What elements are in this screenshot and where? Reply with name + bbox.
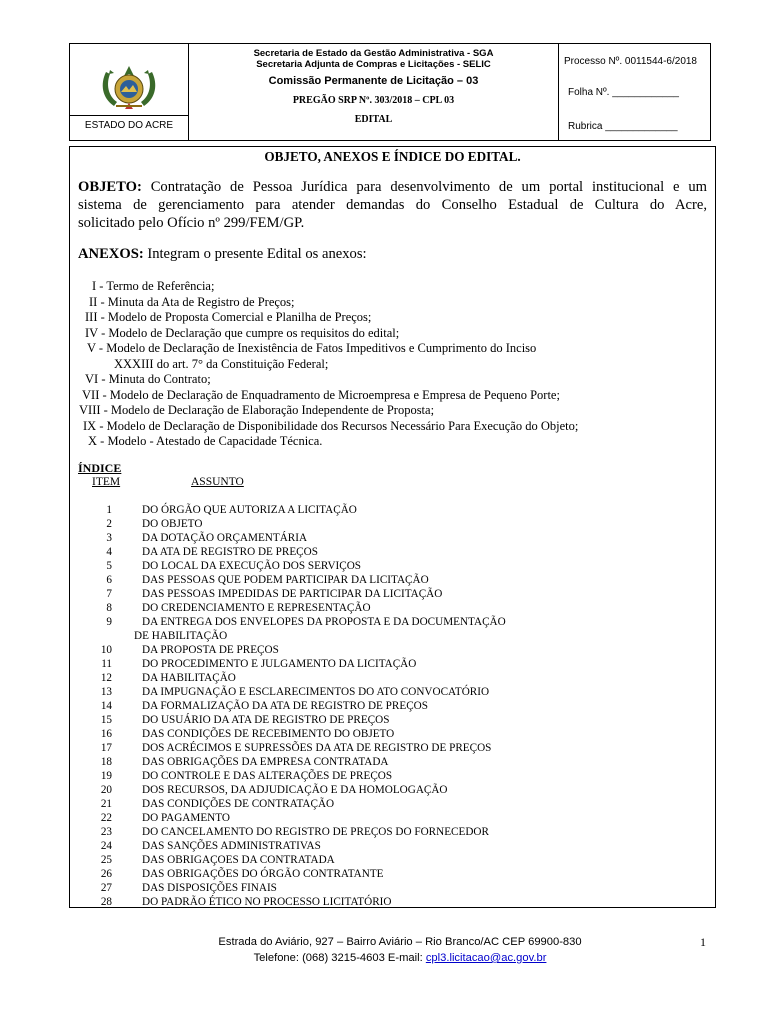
objeto-line-1: OBJETO: Contratação de Pessoa Jurídica para desenvolvimento de um portal institucional e um (78, 179, 707, 195)
row-number: 8 (106, 602, 112, 614)
column-header-assunto: ASSUNTO (191, 476, 244, 488)
rubrica-field: Rubrica _____________ (568, 121, 678, 132)
table-row (70, 741, 710, 755)
table-row (70, 797, 710, 811)
table-row (70, 699, 710, 713)
header-secretaria-adjunta: Secretaria Adjunta de Compras e Licitações - SELIC (256, 59, 491, 70)
table-row (70, 573, 710, 587)
row-subject: DA ATA DE REGISTRO DE PREÇOS (142, 546, 318, 558)
row-subject: DO PADRÃO ÉTICO NO PROCESSO LICITATÓRIO (142, 896, 392, 908)
row-number: 15 (100, 714, 112, 726)
row-number: 11 (101, 658, 112, 670)
list-item: IV - Modelo de Declaração que cumpre os requisitos do edital; (85, 325, 400, 340)
row-subject: DA IMPUGNAÇÃO E ESCLARECIMENTOS DO ATO CONVOCATÓRIO (142, 686, 490, 698)
anexos-list (70, 279, 710, 450)
row-number: 4 (106, 546, 112, 558)
row-subject: DAS OBRIGAÇÕES DO ÓRGÃO CONTRATANTE (142, 868, 384, 880)
state-seal-icon (98, 62, 160, 112)
row-number: 17 (100, 742, 112, 754)
list-item: XXXIII do art. 7° da Constituição Federal; (114, 356, 329, 371)
indice-list (70, 503, 710, 908)
anexos-intro: ANEXOS: Integram o presente Edital os anexos: (78, 246, 367, 262)
footer-email-link[interactable]: cpl3.licitacao@ac.gov.br (425, 952, 547, 964)
list-item: II - Minuta da Ata de Registro de Preços; (89, 294, 295, 309)
table-row (70, 671, 710, 685)
table-row (70, 643, 710, 657)
header-table (69, 43, 711, 141)
list-item: VI - Minuta do Contrato; (85, 372, 211, 386)
section-title: OBJETO, ANEXOS E ÍNDICE DO EDITAL. (264, 149, 521, 164)
row-subject: DO OBJETO (142, 518, 203, 530)
list-item: IX - Modelo de Declaração de Disponibilidade dos Recursos Necessário Para Execução do Objeto; (83, 418, 579, 433)
row-number: 12 (100, 672, 112, 684)
row-number: 2 (106, 518, 112, 530)
row-number: 10 (100, 644, 112, 656)
row-number: 20 (100, 784, 112, 796)
row-number: 23 (100, 826, 112, 838)
row-subject: DO USUÁRIO DA ATA DE REGISTRO DE PREÇOS (142, 714, 390, 726)
row-number: 5 (106, 560, 112, 572)
row-subject: DA ENTREGA DOS ENVELOPES DA PROPOSTA E DA DOCUMENTAÇÃO (142, 616, 506, 628)
column-header-item: ITEM (92, 476, 121, 488)
header-pregao: PREGÃO SRP Nº. 303/2018 – CPL 03 (292, 95, 455, 106)
row-number: 7 (106, 588, 112, 600)
table-row (70, 615, 710, 629)
list-item: III - Modelo de Proposta Comercial e Planilha de Preços; (85, 310, 372, 324)
row-subject: DA FORMALIZAÇÃO DA ATA DE REGISTRO DE PREÇOS (142, 700, 428, 712)
row-number: 16 (100, 728, 112, 740)
row-number: 14 (100, 700, 112, 712)
row-subject: DAS PESSOAS IMPEDIDAS DE PARTICIPAR DA LICITAÇÃO (142, 588, 443, 600)
table-row (70, 531, 710, 545)
footer-contact (0, 952, 770, 964)
row-subject: DO CREDENCIAMENTO E REPRESENTAÇÃO (142, 602, 371, 614)
row-subject: DO ÓRGÃO QUE AUTORIZA A LICITAÇÃO (142, 504, 357, 516)
header-secretaria: Secretaria de Estado da Gestão Administrativa - SGA (253, 48, 494, 59)
table-row (70, 895, 710, 909)
row-number: 24 (100, 840, 112, 852)
table-row (70, 517, 710, 531)
table-row (70, 503, 710, 517)
table-row (70, 811, 710, 825)
row-subject: DAS PESSOAS QUE PODEM PARTICIPAR DA LICITAÇÃO (142, 574, 429, 586)
row-number: 18 (100, 756, 112, 768)
objeto-line-3: solicitado pelo Ofício nº 299/FEM/GP. (78, 215, 305, 231)
header-edital: EDITAL (354, 114, 393, 125)
list-item: VIII - Modelo de Declaração de Elaboração Independente de Proposta; (79, 403, 435, 417)
table-row (70, 657, 710, 671)
row-subject: DAS DISPOSIÇÕES FINAIS (142, 882, 277, 894)
row-number: 19 (100, 770, 112, 782)
main-content-box (69, 146, 716, 908)
row-number: 25 (100, 854, 112, 866)
objeto-label: OBJETO: (78, 179, 142, 195)
row-number: 21 (100, 798, 112, 810)
table-row (70, 825, 710, 839)
table-row (70, 545, 710, 559)
table-row (70, 559, 710, 573)
table-row (70, 853, 710, 867)
table-row (70, 839, 710, 853)
table-row-continuation: DE HABILITAÇÃO (134, 630, 228, 642)
table-row (70, 881, 710, 895)
header-divider-right (558, 44, 559, 140)
row-subject: DOS ACRÉCIMOS E SUPRESSÕES DA ATA DE REGISTRO DE PREÇOS (142, 742, 492, 754)
row-number: 6 (106, 574, 112, 586)
page-number: 1 (700, 935, 706, 949)
row-number: 1 (106, 504, 112, 516)
row-subject: DAS OBRIGAÇÕES DA EMPRESA CONTRATADA (142, 756, 389, 768)
list-item: VII - Modelo de Declaração de Enquadramento de Microempresa e Empresa de Pequeno Porte; (82, 387, 560, 402)
row-subject: DAS CONDIÇÕES DE RECEBIMENTO DO OBJETO (142, 728, 395, 740)
row-number: 13 (100, 686, 112, 698)
objeto-line-2: sistema de gerenciamento para atender demandas do Conselho Estadual de Cultura do Acre, (78, 197, 707, 213)
row-subject: DAS CONDIÇÕES DE CONTRATAÇÃO (142, 798, 335, 810)
row-subject: DA DOTAÇÃO ORÇAMENTÁRIA (142, 532, 308, 544)
table-row (70, 769, 710, 783)
seal-label: ESTADO DO ACRE (84, 120, 174, 131)
indice-label: ÍNDICE (78, 461, 122, 475)
processo-number: Processo Nº. 0011544-6/2018 (564, 56, 697, 67)
row-subject: DOS RECURSOS, DA ADJUDICAÇÃO E DA HOMOLOGAÇÃO (142, 784, 448, 796)
row-subject: DAS SANÇÕES ADMINISTRATIVAS (142, 840, 321, 852)
row-number: 3 (106, 532, 112, 544)
row-subject: DO PROCEDIMENTO E JULGAMENTO DA LICITAÇÃO (142, 658, 417, 670)
row-number: 28 (100, 896, 112, 908)
header-comissao: Comissão Permanente de Licitação – 03 (268, 75, 479, 87)
row-subject: DO PAGAMENTO (142, 812, 230, 824)
table-row (70, 587, 710, 601)
table-row (70, 685, 710, 699)
table-row (70, 601, 710, 615)
row-number: 26 (100, 868, 112, 880)
table-row (70, 713, 710, 727)
footer-phone: Telefone: (068) 3215-4603 E-mail: (253, 952, 423, 964)
row-subject: DAS OBRIGAÇOES DA CONTRATADA (142, 854, 335, 866)
list-item: I - Termo de Referência; (92, 279, 215, 293)
folha-field: Folha Nº. ____________ (568, 87, 679, 98)
row-number: 27 (100, 882, 112, 894)
table-row (70, 867, 710, 881)
footer-address: Estrada do Aviário, 927 – Bairro Aviário – Rio Branco/AC CEP 69900-830 (218, 936, 582, 948)
list-item: V - Modelo de Declaração de Inexistência de Fatos Impeditivos e Cumprimento do Inciso (87, 341, 537, 355)
row-subject: DA PROPOSTA DE PREÇOS (142, 644, 279, 656)
row-subject: DO CONTROLE E DAS ALTERAÇÕES DE PREÇOS (142, 770, 393, 782)
anexos-label: ANEXOS: (78, 246, 144, 262)
list-item: X - Modelo - Atestado de Capacidade Técnica. (88, 434, 323, 448)
objeto-paragraph (78, 178, 707, 232)
table-row (70, 783, 710, 797)
row-subject: DO LOCAL DA EXECUÇÃO DOS SERVIÇOS (142, 560, 362, 572)
seal-cell-rule (70, 115, 188, 116)
table-row (70, 727, 710, 741)
row-number: 9 (106, 616, 112, 628)
row-subject: DA HABILITAÇÃO (142, 672, 236, 684)
row-number: 22 (100, 812, 112, 824)
row-subject: DO CANCELAMENTO DO REGISTRO DE PREÇOS DO FORNECEDOR (142, 826, 489, 838)
table-row (70, 755, 710, 769)
